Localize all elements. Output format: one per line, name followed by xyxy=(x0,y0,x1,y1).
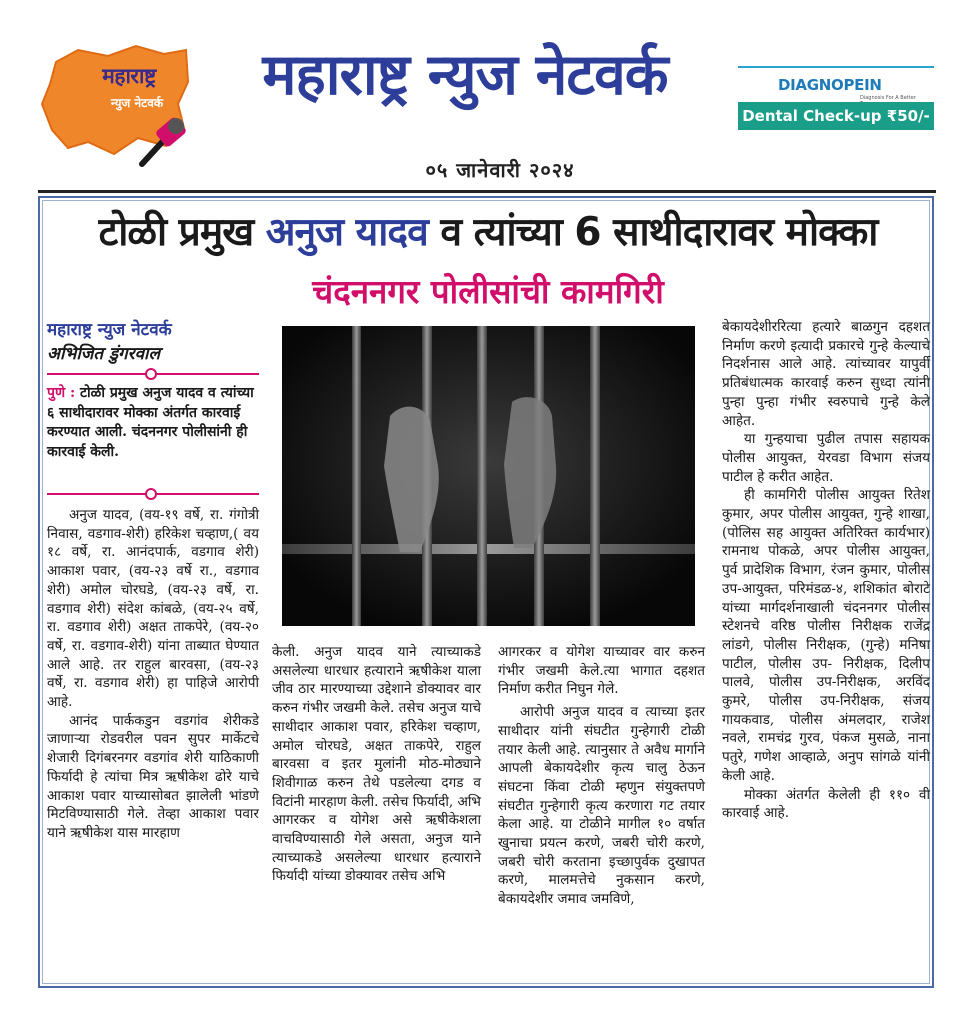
issue-date: ०५ जानेवारी २०२४ xyxy=(425,158,575,182)
ornament-divider xyxy=(47,488,259,500)
logo-line2: न्युज नेटवर्क xyxy=(110,96,164,110)
ornament-divider xyxy=(47,368,259,380)
article-column-2 xyxy=(272,643,481,886)
advertisement[interactable] xyxy=(738,66,934,128)
body-paragraph: ही कामगिरी पोलीस आयुक्त रितेश कुमार, अपर पोलीस आयुक्त, गुन्हे शाखा, (पोलिस सह आयुक्त अतिरिक्त कार्यभार) रामनाथ पोकळे, अपर पोलीस आयुक्त, पुर्व प्रादेशिक विभाग, रंजन कुमार, पोलीस उप-आयुक्त, परिमंडळ-४, शशिकांत बोराटे यांच्या मार्गदर्शनाखाली चंदननगर पोलीस स्टेशनचे वरिष्ठ पोलीस निरीक्षक राजेंद्र लांडगे, पोलीस निरीक्षक, (गुन्हे) मनिषा पाटील, पोलीस उप- निरीक्षक, दिलीप पालवे, पोलीस उप-निरीक्षक, अरविंद कुमरे, पोलीस उप-निरीक्षक, संजय गायकवाड, पोलीस अंमलदार, राजेश नवले, रामचंद्र गुरव, पंकज मुसळे, नाना पतुरे, गणेश आव्हाळे, अनुप सांगळे यांनी केली आहे. xyxy=(722,487,930,784)
body-paragraph: या गुन्हयाचा पुढील तपास सहायक पोलीस आयुक्त, येरवडा विभाग संजय पाटील हे करीत आहेत. xyxy=(722,431,930,485)
body-paragraph: अनुज यादव, (वय-१९ वर्षे, रा. गंगोत्री निवास, वडगाव-शेरी) हरिकेश चव्हाण,( वय १८ वर्षे, रा. आनंदपार्क, वडगाव शेरी) आकाश पवार, (वय-२३ वर्षे रा., वडगाव शेरी) अमोल चोरघडे, (वय-२३ वर्षे, रा. वडगाव शेरी) संदेश कांबळे, (वय-२५ वर्षे, रा. वडगाव शेरी) अक्षत ताकपेरे, (वय-२० वर्षे, रा. वडगाव-शेरी) यांना ताब्यात घेण्यात आले आहे. तर राहुल बारवसा, (वय-२३ वर्षे, रा. वडगाव शेरी) हा पाहिजे आरोपी आहे. xyxy=(47,507,259,711)
byline-name: अभिजित डुंगरवाल xyxy=(47,344,160,364)
ad-brand: DIAGNOPEIN xyxy=(778,76,882,94)
article-column-1 xyxy=(47,506,259,843)
body-paragraph: बेकायदेशीररित्या हत्यारे बाळगुन दहशत निर्माण करणे इत्यादी प्रकारचे गुन्हे केल्याचे निदर्शनास आले आहे. त्यांच्यावर यापुर्वी प्रतिबंधात्मक कारवाई करुन सुध्दा त्यांनी पुन्हा पुन्हा गंभीर स्वरुपाचे गुन्हे केले आहेत. xyxy=(722,319,930,429)
body-paragraph: मोक्का अंतर्गत केलेली ही ११० वी कारवाई आहे. xyxy=(722,786,930,822)
headline-highlight: अनुज यादव xyxy=(265,210,428,255)
lead-place: पुणे : xyxy=(47,385,80,401)
article-photo xyxy=(272,316,705,636)
ad-offer: Dental Check-up ₹50/- xyxy=(738,102,934,130)
masthead-title[interactable]: महाराष्ट्र न्युज नेटवर्क xyxy=(262,42,668,108)
body-paragraph: आरोपी अनुज यादव व त्याच्या इतर साथीदार यांनी संघटीत गुन्हेगारी टोळी तयार केली आहे. त्यानुसार ते अवैध मार्गाने आपली बेकायदेशीर कृत्य चालु ठेऊन संघटना किंवा टोळी म्हणुन संयुक्तपणे संघटीत गुन्हेगारी कृत्य करणारा गट तयार केला आहे. या टोळीने मागील १० वर्षात खुनाचा प्रयत्न करणे, जबरी चोरी करणे, जबरी चोरी करताना इच्छापुर्वक दुखापत करणे, मालमत्तेचे नुकसान करणे, बेकायदेशीर जमाव जमविणे, xyxy=(498,704,705,908)
lead-paragraph xyxy=(47,384,259,462)
headline xyxy=(40,204,936,257)
article-column-4 xyxy=(722,318,930,823)
article-column-3 xyxy=(498,643,705,909)
logo-line1: महाराष्ट्र xyxy=(102,63,156,88)
headline-part1: टोळी प्रमुख xyxy=(98,210,266,255)
headline-part2: व त्यांच्या 6 साथीदारावर मोक्का xyxy=(427,210,878,255)
body-paragraph: केली. अनुज यादव याने त्याच्याकडे असलेल्या धारधार हत्याराने ऋषीकेश याला जीव ठार मारण्याच्या उद्देशाने डोक्यावर वार करुन गंभीर जखमी केले. तसेच अनुज याचे साथीदार आकाश पवार, हरिकेश चव्हाण, अमोल चोरघडे, अक्षत ताकपेरे, राहुल बारवसा व इतर मुलांनी मोठ-मोठ्याने शिवीगाळ करुन तेथे पडलेल्या दगड व विटांनी मारहाण केली. तसेच फिर्यादी, अभि आगरकर व योगेश असे ऋषीकेशला वाचविण्यासाठी गेले असता, अनुज याने त्याच्याकडे असलेल्या धारधार हत्याराने फिर्यादी यांच्या डोक्यावर तसेच अभि xyxy=(272,644,481,885)
masthead-divider xyxy=(38,190,936,193)
subheadline: चंदननगर पोलीसांची कामगिरी xyxy=(312,272,664,311)
body-paragraph: आगरकर व योगेश याच्यावर वार करुन गंभीर जखमी केले.त्या भागात दहशत निर्माण करीत निघुन गेले. xyxy=(498,644,705,698)
byline-org: महाराष्ट्र न्युज नेटवर्क xyxy=(47,320,172,340)
body-paragraph: आनंद पार्ककडुन वडगांव शेरीकडे जाणाऱ्या रोडवरील पवन सुपर मार्केटचे शेजारी दिगंबरनगर वडगांव शेरी याठिकाणी फिर्यादी हे त्यांचा मित्र ऋषीकेश ढोरे याचे आकाश पवार याच्यासोबत झालेली भांडणे मिटविण्यासाठी गेले. तेव्हा आकाश पवार याने ऋषीकेश यास मारहाण xyxy=(47,712,259,841)
masthead-logo[interactable] xyxy=(38,42,190,160)
news-microphone-icon xyxy=(134,116,188,168)
prison-bars-photo xyxy=(272,316,705,636)
ad-tagline: Diagnosis For A Better xyxy=(860,95,916,101)
lead-text: टोळी प्रमुख अनुज यादव व त्यांच्या ६ साथीदारावर मोक्का अंतर्गत कारवाई करण्यात आली. चंदननगर पोलीसांनी ही कारवाई केली. xyxy=(47,385,254,460)
ad-top-line xyxy=(738,66,934,68)
